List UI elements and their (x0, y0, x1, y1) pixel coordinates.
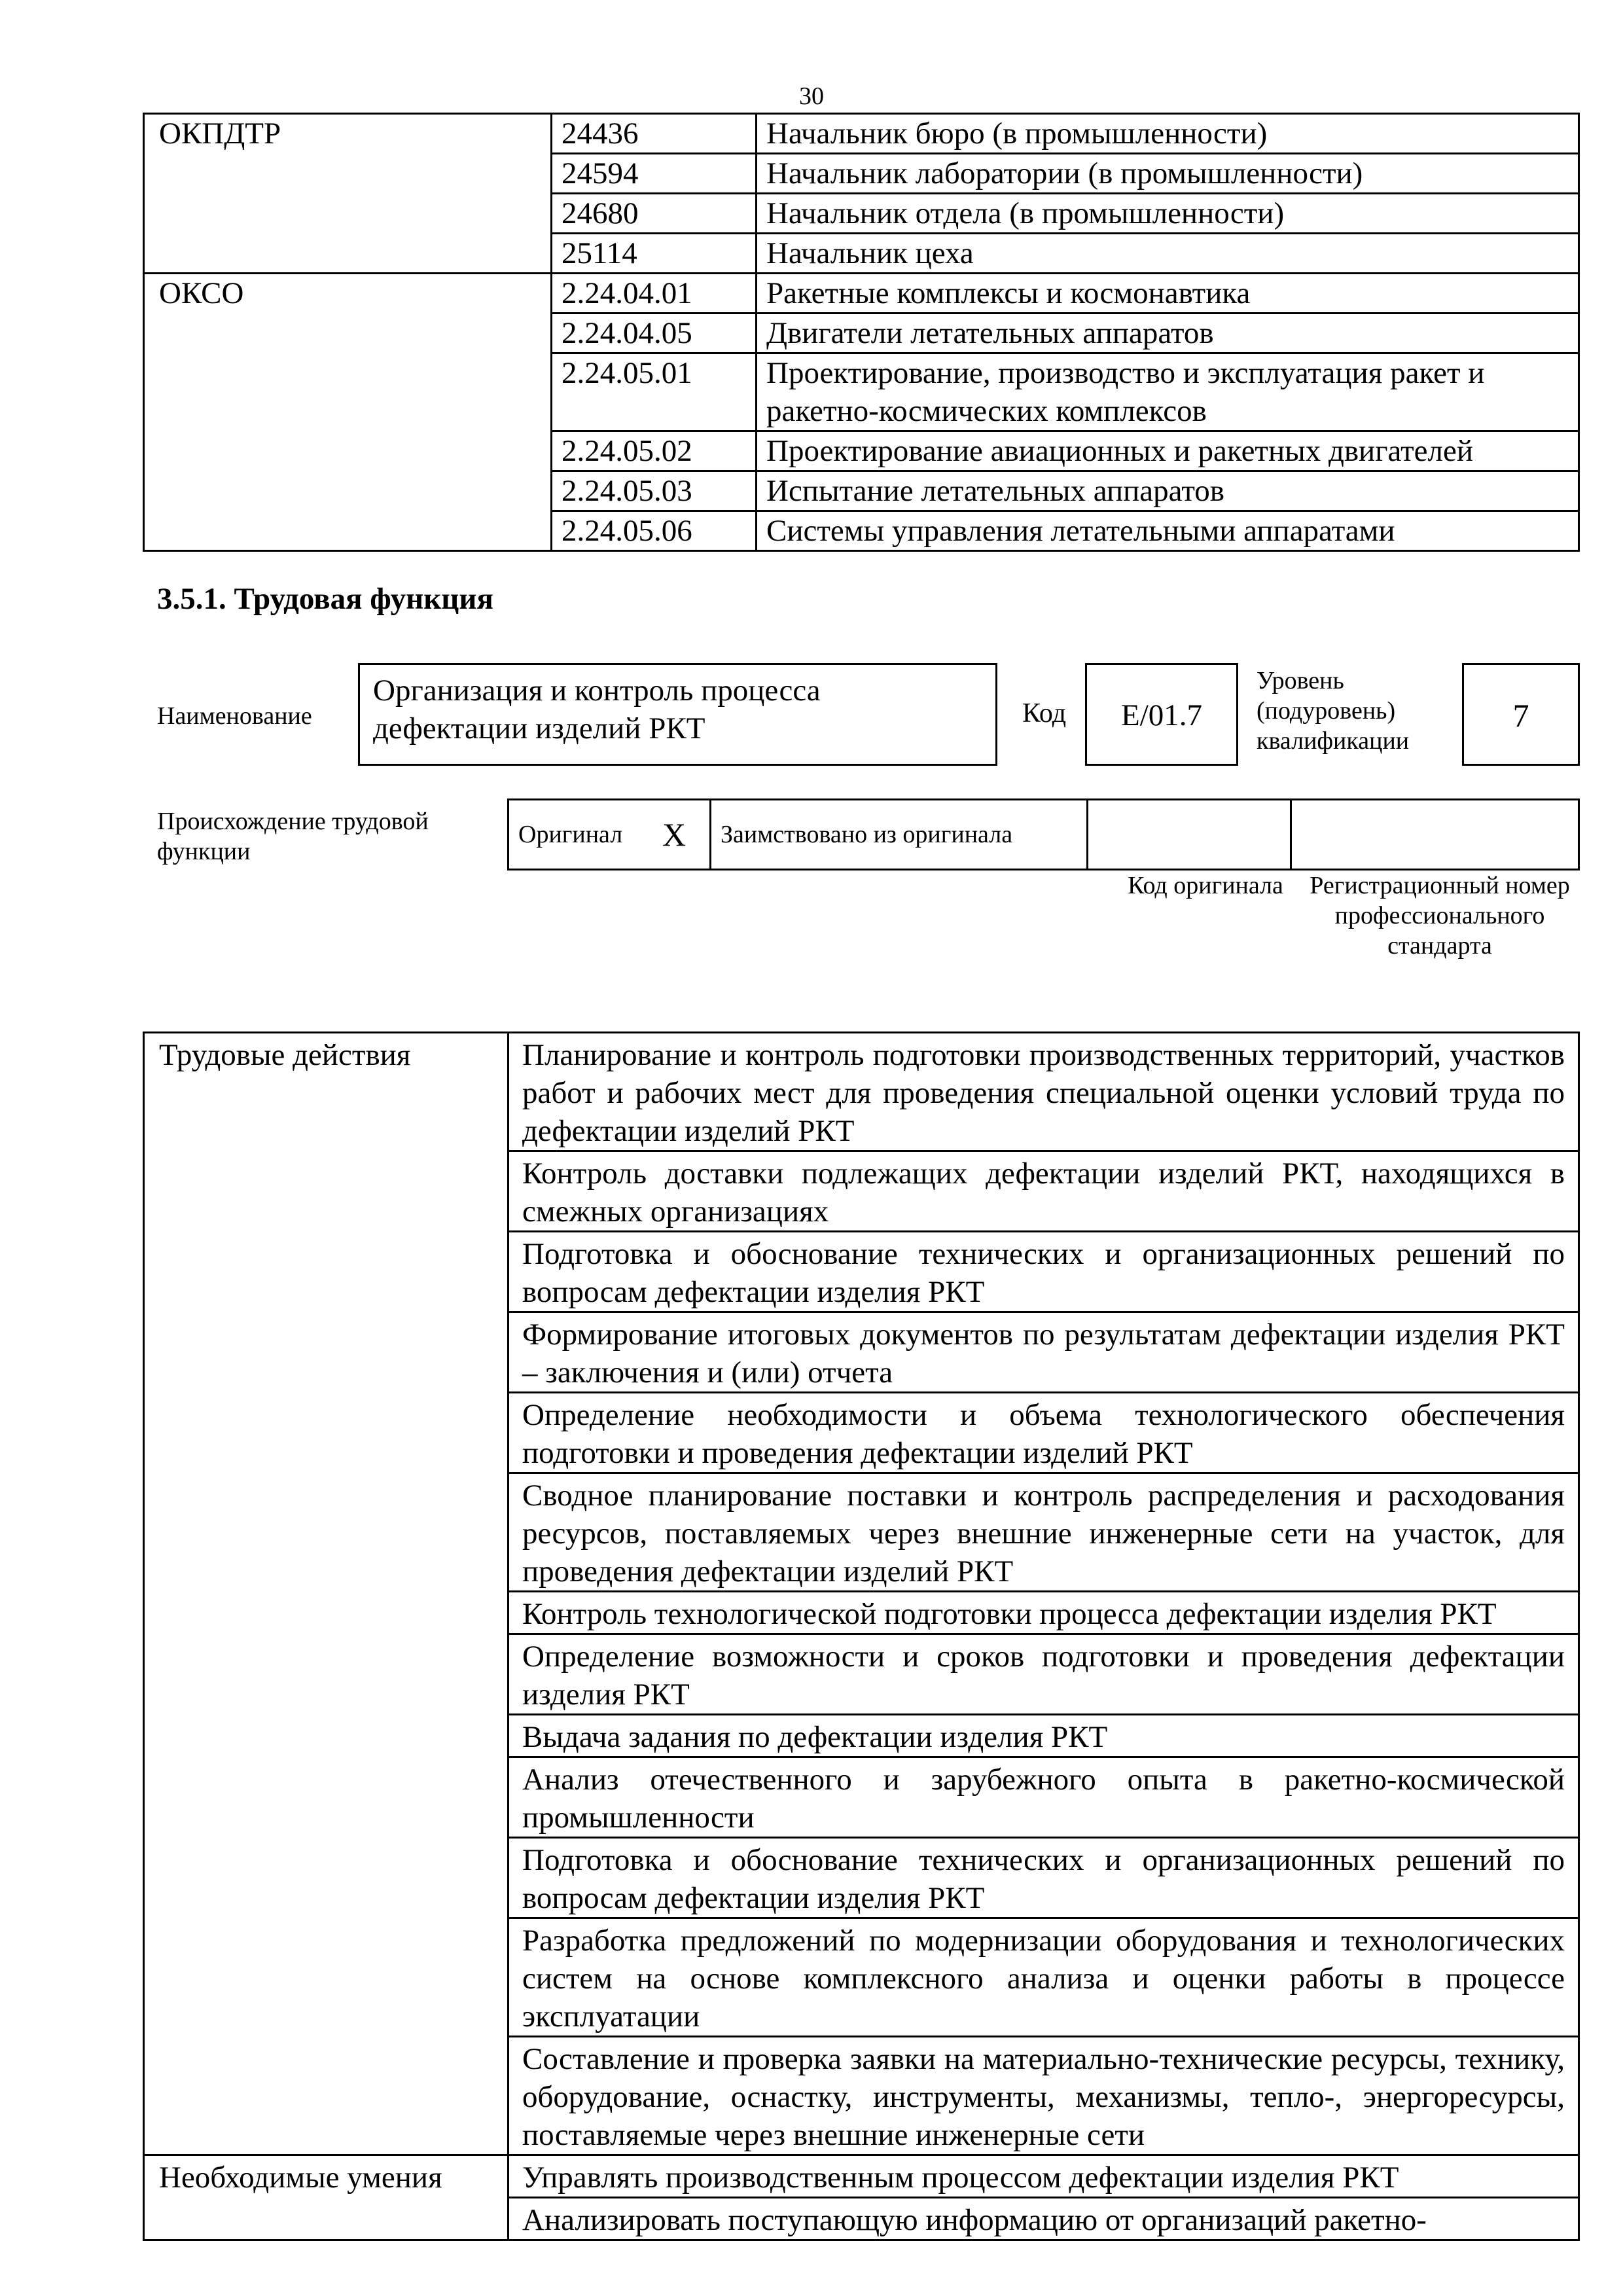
list-item: Разработка предложений по модернизации оборудования и технологических систем на основе комплексного анализа и оценки работы в процессе эксплуатации (508, 1918, 1579, 2037)
list-item: Сводное планирование поставки и контроль распределения и расходования ресурсов, поставляемых через внешние инженерные сети на участок, для проведения дефектации изделий РКТ (508, 1473, 1579, 1592)
classifier-code: 24594 (552, 154, 757, 194)
name-label: Наименование (157, 702, 312, 730)
classifier-name: Двигатели летательных аппаратов (757, 314, 1579, 353)
classifier-code: 25114 (552, 234, 757, 274)
table-row (144, 274, 1579, 314)
required-skills-label: Необходимые умения (144, 2155, 508, 2240)
reg-number-caption: Регистрационный номер профессионального стандарта (1310, 872, 1570, 960)
list-item: Контроль технологической подготовки процесса дефектации изделия РКТ (508, 1592, 1579, 1634)
work-actions-label: Трудовые действия (144, 1033, 508, 2155)
classifier-code: 2.24.04.01 (552, 274, 757, 314)
function-code-box: E/01.7 (1085, 663, 1238, 766)
qualification-level-label: Уровень (подуровень) квалификации (1257, 667, 1410, 755)
reg-number-cell (1291, 800, 1579, 870)
classifier-code: 2.24.05.03 (552, 471, 757, 511)
classifier-group: ОКПДТР (144, 114, 552, 274)
table-row (144, 114, 1579, 154)
classifier-name: Начальник лаборатории (в промышленности) (757, 154, 1579, 194)
borrowed-label: Заимствовано из оригинала (711, 800, 1088, 870)
original-code-caption: Код оригинала (1128, 872, 1283, 899)
classifier-group: ОКСО (144, 274, 552, 551)
classifier-name: Начальник цеха (757, 234, 1579, 274)
classifier-code: 24436 (552, 114, 757, 154)
page-number: 30 (799, 82, 824, 110)
list-item: Анализ отечественного и зарубежного опыта в ракетно-космической промышленности (508, 1757, 1579, 1838)
table-row (144, 1033, 1579, 1151)
classifier-name: Проектирование, производство и эксплуатация ракет и ракетно-космических комплексов (757, 353, 1579, 431)
origin-label: Происхождение трудовой функции (157, 808, 429, 865)
list-item: Формирование итоговых документов по результатам дефектации изделия РКТ – заключения и (или) отчета (508, 1312, 1579, 1393)
original-mark: X (639, 800, 711, 870)
list-item: Контроль доставки подлежащих дефектации изделий РКТ, находящихся в смежных организациях (508, 1151, 1579, 1232)
classifier-name: Проектирование авиационных и ракетных двигателей (757, 431, 1579, 471)
table-row (144, 2155, 1579, 2198)
list-item: Управлять производственным процессом дефектации изделия РКТ (508, 2155, 1579, 2198)
code-label: Код (1022, 698, 1067, 728)
list-item: Подготовка и обоснование технических и организационных решений по вопросам дефектации изделия РКТ (508, 1232, 1579, 1312)
list-item: Определение возможности и сроков подготовки и проведения дефектации изделия РКТ (508, 1634, 1579, 1715)
classifier-name: Ракетные комплексы и космонавтика (757, 274, 1579, 314)
classifier-code: 2.24.05.06 (552, 511, 757, 551)
origin-table (507, 798, 1580, 870)
classifier-code: 24680 (552, 194, 757, 234)
list-item: Составление и проверка заявки на материально-технические ресурсы, технику, оборудование, оснастку, инструменты, механизмы, тепло-, энергоресурсы, поставляемые через внешние инженерные сети (508, 2037, 1579, 2155)
classifier-code: 2.24.05.01 (552, 353, 757, 431)
classifier-name: Системы управления летательными аппаратами (757, 511, 1579, 551)
original-label: Оригинал (508, 800, 639, 870)
classifier-name: Испытание летательных аппаратов (757, 471, 1579, 511)
classification-table (143, 113, 1580, 552)
original-code-cell (1088, 800, 1291, 870)
classifier-name: Начальник бюро (в промышленности) (757, 114, 1579, 154)
labor-function-table (143, 1031, 1580, 2241)
function-name-box: Организация и контроль процесса дефектации изделий РКТ (358, 663, 997, 766)
list-item: Планирование и контроль подготовки производственных территорий, участков работ и рабочих мест для проведения специальной оценки условий труда по дефектации изделий РКТ (508, 1033, 1579, 1151)
list-item: Подготовка и обоснование технических и организационных решений по вопросам дефектации изделия РКТ (508, 1838, 1579, 1918)
list-item: Анализировать поступающую информацию от организаций ракетно- (508, 2198, 1579, 2240)
qualification-level-box: 7 (1462, 663, 1580, 766)
classifier-code: 2.24.05.02 (552, 431, 757, 471)
list-item: Выдача задания по дефектации изделия РКТ (508, 1715, 1579, 1757)
classifier-code: 2.24.04.05 (552, 314, 757, 353)
list-item: Определение необходимости и объема технологического обеспечения подготовки и проведения дефектации изделий РКТ (508, 1393, 1579, 1473)
section-heading: 3.5.1. Трудовая функция (157, 582, 493, 616)
classifier-name: Начальник отдела (в промышленности) (757, 194, 1579, 234)
